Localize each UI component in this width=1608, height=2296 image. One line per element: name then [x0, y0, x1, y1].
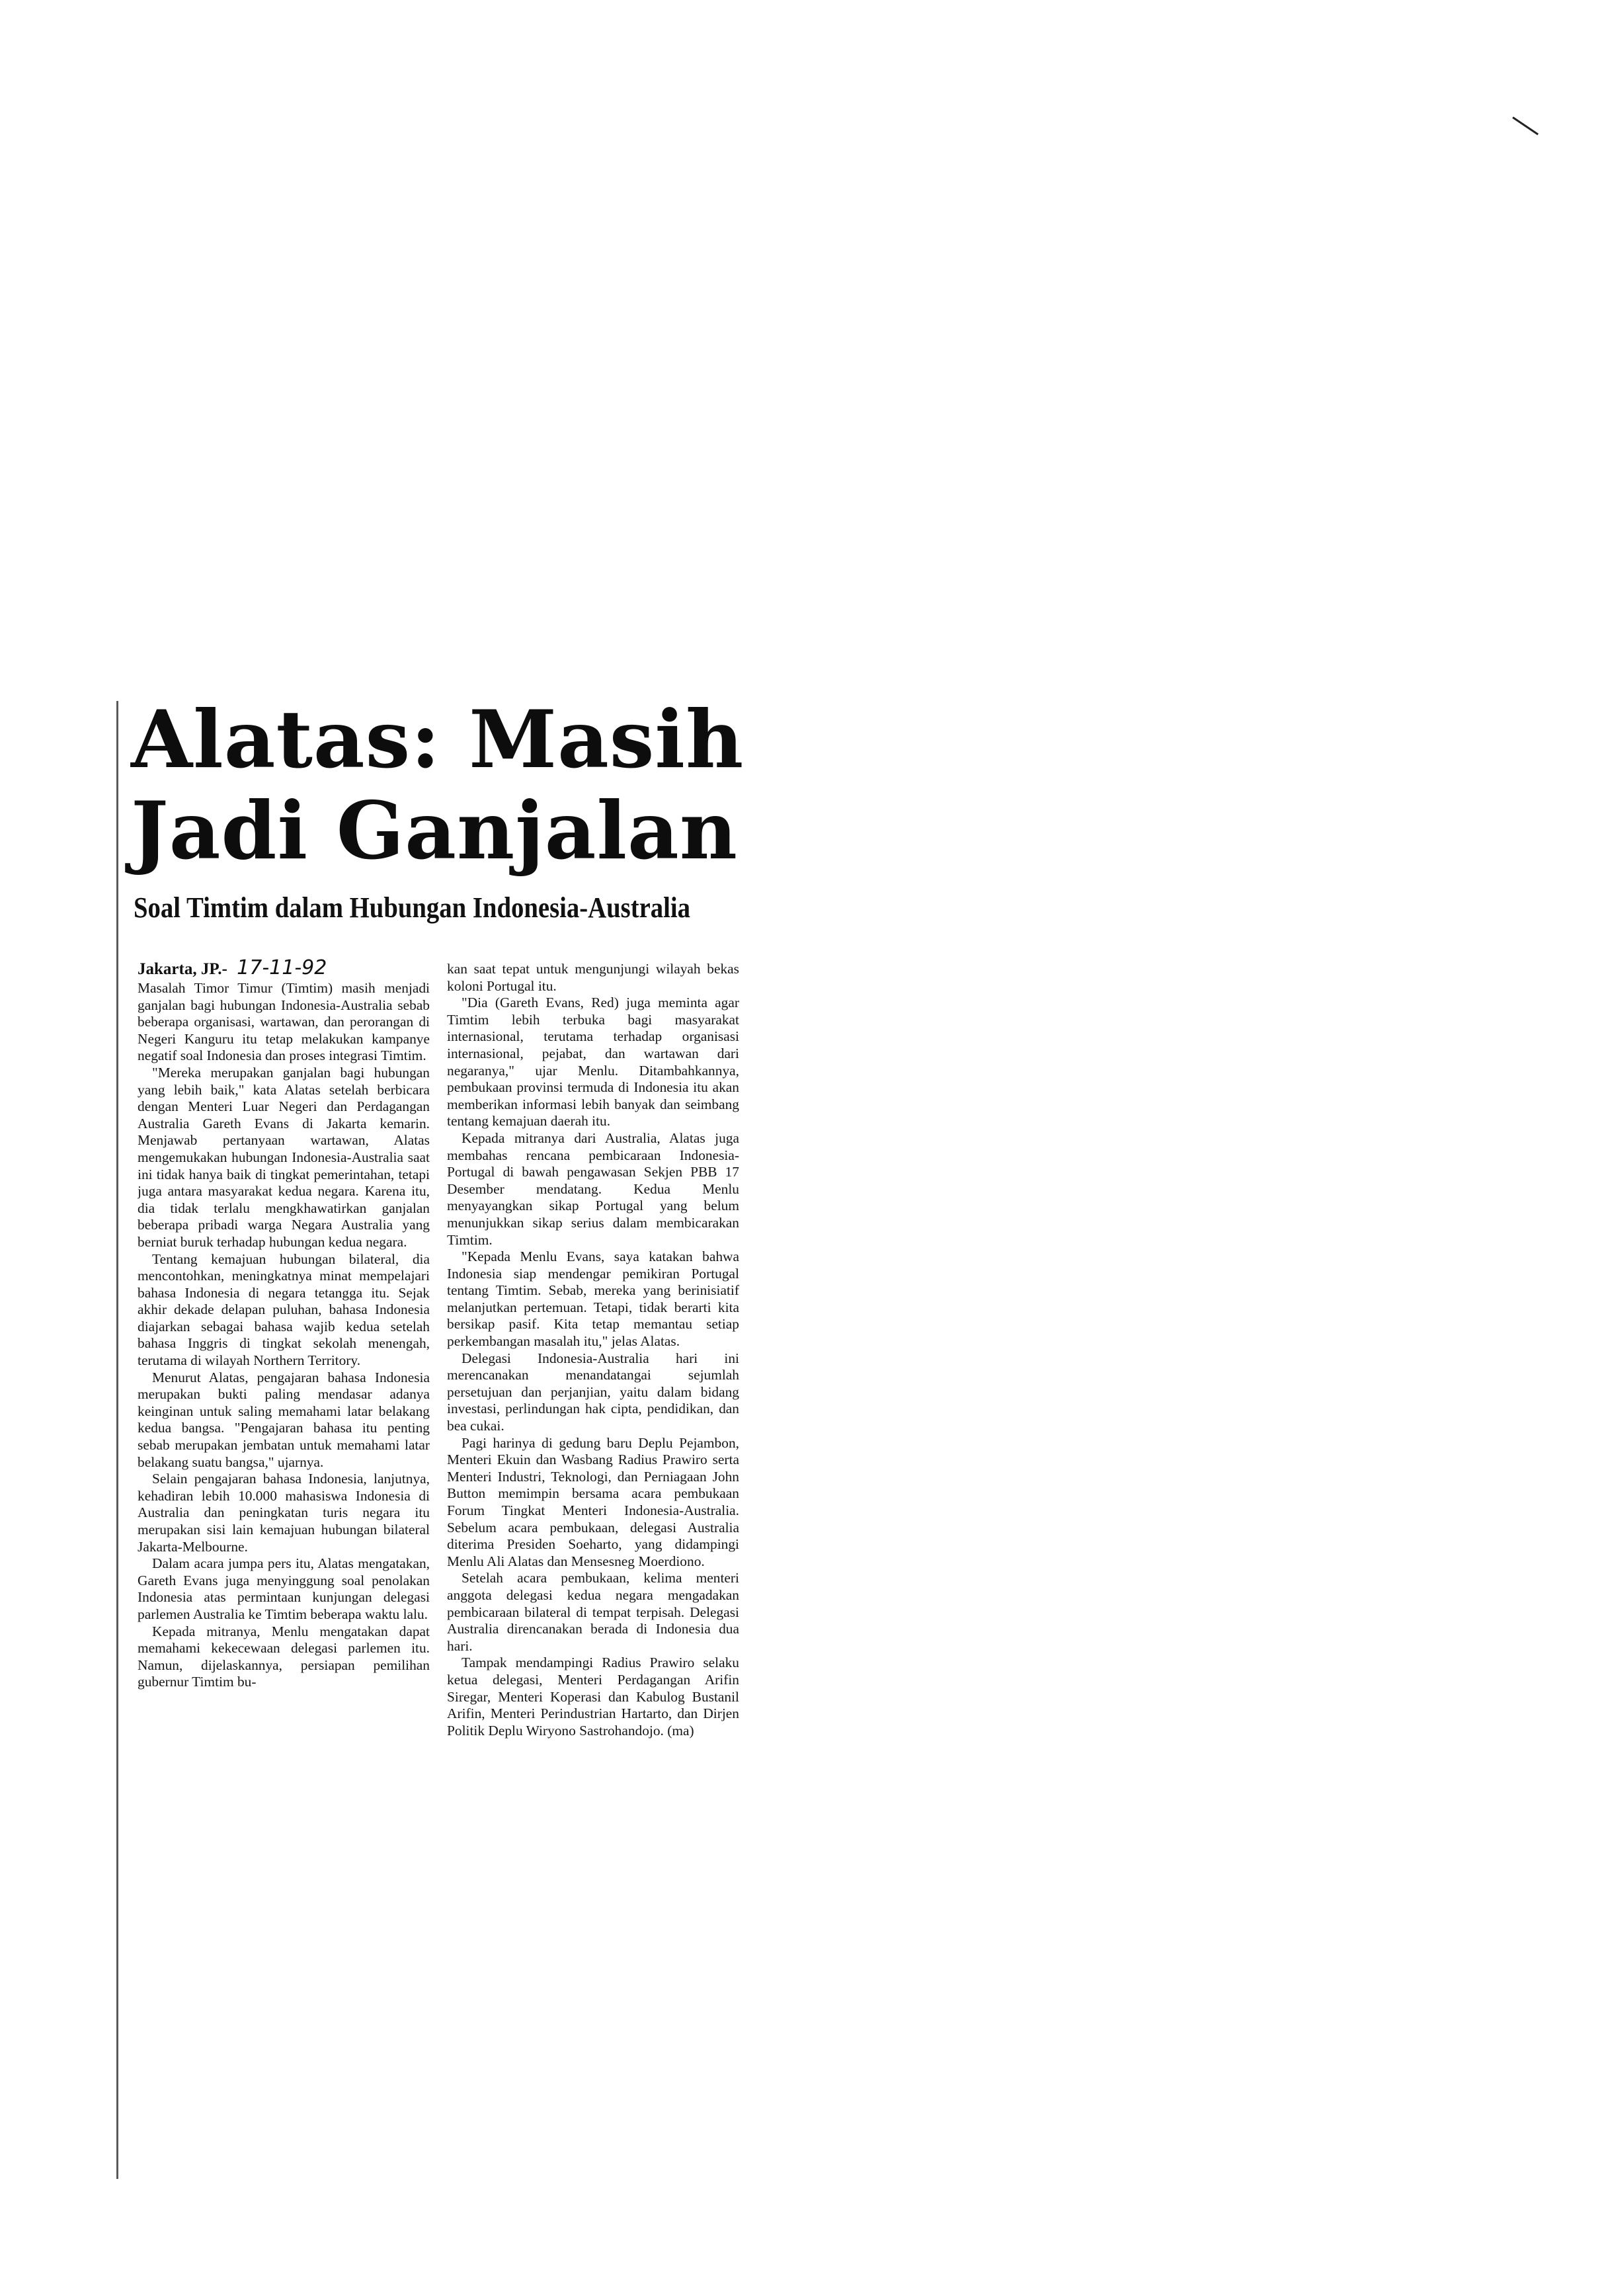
left-paragraph-6: Dalam acara jumpa pers itu, Alatas mengatakan, Gareth Evans juga menyinggung soal penolakan Indonesia atas permintaan kunjungan delegasi parlemen Australia ke Timtim beberapa waktu lalu. [138, 1555, 430, 1622]
dateline [138, 956, 428, 979]
right-paragraph-6: Pagi harinya di gedung baru Deplu Pejambon, Menteri Ekuin dan Wasbang Radius Prawiro serta Menteri Industri, Teknologi, dan Perniagaan John Button memimpin bersama acara pembukaan Forum Tingkat Menteri Indonesia-Australia. Sebelum acara pembukaan, delegasi Australia diterima Presiden Soeharto, yang didampingi Menlu Ali Alatas dan Mensesneg Moerdiono. [447, 1434, 739, 1569]
left-paragraph-3: Tentang kemajuan hubungan bilateral, dia mencontohkan, meningkatnya minat mempelajari bahasa Indonesia di negara tetangga itu. Sejak akhir dekade delapan puluhan, bahasa Indonesia diajarkan sebagai bahasa wajib kedua setelah bahasa Inggris di tingkat sekolah menengah, terutama di wilayah Northern Territory. [138, 1250, 430, 1369]
handwritten-date: 17-11-92 [237, 956, 327, 979]
right-paragraph-7: Setelah acara pembukaan, kelima menteri anggota delegasi kedua negara mengadakan pembicaraan bilateral di tempat terpisah. Delegasi Australia direncanakan berada di Indonesia dua hari. [447, 1570, 739, 1654]
left-paragraph-1: Masalah Timor Timur (Timtim) masih menjadi ganjalan bagi hubungan Indonesia-Australia sebab beberapa organisasi, wartawan, dan perorangan di Negeri Kanguru itu tetap melakukan kampanye negatif soal Indonesia dan proses integrasi Timtim. [138, 980, 430, 1064]
right-paragraph-8: Tampak mendampingi Radius Prawiro selaku ketua delegasi, Menteri Perdagangan Arifin Siregar, Menteri Koperasi dan Kabulog Bustanil Arifin, Menteri Perindustrian Hartarto, dan Dirjen Politik Deplu Wiryono Sastrohandojo. (ma) [447, 1655, 739, 1739]
left-paragraph-2: "Mereka merupakan ganjalan bagi hubungan yang lebih baik," kata Alatas setelah berbicara dengan Menteri Luar Negeri dan Perdagangan Australia Gareth Evans di Jakarta kemarin. Menjawab pertanyaan wartawan, Alatas mengemukakan hubungan Indonesia-Australia saat ini tidak hanya baik di tingkat pemerintahan, tetapi juga antara masyarakat kedua negara. Karena itu, dia tidak terlalu mengkhawatirkan ganjalan beberapa pribadi warga Negara Australia yang berniat buruk terhadap hubungan kedua negara. [138, 1064, 430, 1250]
clipping-left-edge [116, 701, 118, 2179]
stray-pen-mark [1512, 116, 1539, 135]
left-paragraph-4: Menurut Alatas, pengajaran bahasa Indonesia merupakan bukti paling mendasar adanya keinginan untuk saling memahami latar belakang kedua bangsa. "Pengajaran bahasa itu penting sebab merupakan jembatan untuk memahami latar belakang suatu bangsa," ujarnya. [138, 1369, 430, 1470]
headline [131, 694, 766, 877]
right-paragraph-1: kan saat tepat untuk mengunjungi wilayah bekas koloni Portugal itu. [447, 961, 739, 994]
article-column-left [138, 980, 430, 2170]
headline-line-2: Jadi Ganjalan [131, 784, 739, 878]
left-paragraph-5: Selain pengajaran bahasa Indonesia, lanjutnya, kehadiran lebih 10.000 mahasiswa Indonesia di Australia dan peningkatan turis negara itu merupakan sisi lain kemajuan hubungan bilateral Jakarta-Melbourne. [138, 1471, 430, 1555]
article-column-right [447, 961, 739, 2151]
right-paragraph-2: "Dia (Gareth Evans, Red) juga meminta agar Timtim lebih terbuka bagi masyarakat internasional, terutama terhadap organisasi internasional, pejabat, dan wartawan dari negaranya," ujar Menlu. Ditambahkannya, pembukaan provinsi termuda di Indonesia itu akan memberikan informasi lebih banyak dan seimbang tentang kemajuan daerah itu. [447, 995, 739, 1129]
subheadline: Soal Timtim dalam Hubungan Indonesia-Australia [134, 891, 691, 924]
headline-line-1: Alatas: Masih [131, 693, 744, 786]
dateline-text: Jakarta, JP.- [138, 960, 227, 978]
right-paragraph-4: "Kepada Menlu Evans, saya katakan bahwa Indonesia siap mendengar pemikiran Portugal tentang Timtim. Sebab, mereka yang berinisiatif melanjutkan pertemuan. Tetapi, tidak berarti kita bersikap pasif. Kita tetap memantau setiap perkembangan masalah itu," jelas Alatas. [447, 1249, 739, 1350]
left-paragraph-7: Kepada mitranya, Menlu mengatakan dapat memahami kekecewaan delegasi parlemen itu. Namun, dijelaskannya, persiapan pemilihan gubernur Timtim bu- [138, 1623, 430, 1690]
right-paragraph-5: Delegasi Indonesia-Australia hari ini merencanakan menandatangai sejumlah persetujuan dan perjanjian, yaitu dalam bidang investasi, perlindungan hak cipta, pendidikan, dan bea cukai. [447, 1350, 739, 1434]
newspaper-clipping [116, 688, 778, 2182]
right-paragraph-3: Kepada mitranya dari Australia, Alatas juga membahas rencana pembicaraan Indonesia-Portugal di bawah pengawasan Sekjen PBB 17 Desember mendatang. Kedua Menlu menyayangkan sikap Portugal yang belum menunjukkan sikap serius dalam membicarakan Timtim. [447, 1129, 739, 1248]
